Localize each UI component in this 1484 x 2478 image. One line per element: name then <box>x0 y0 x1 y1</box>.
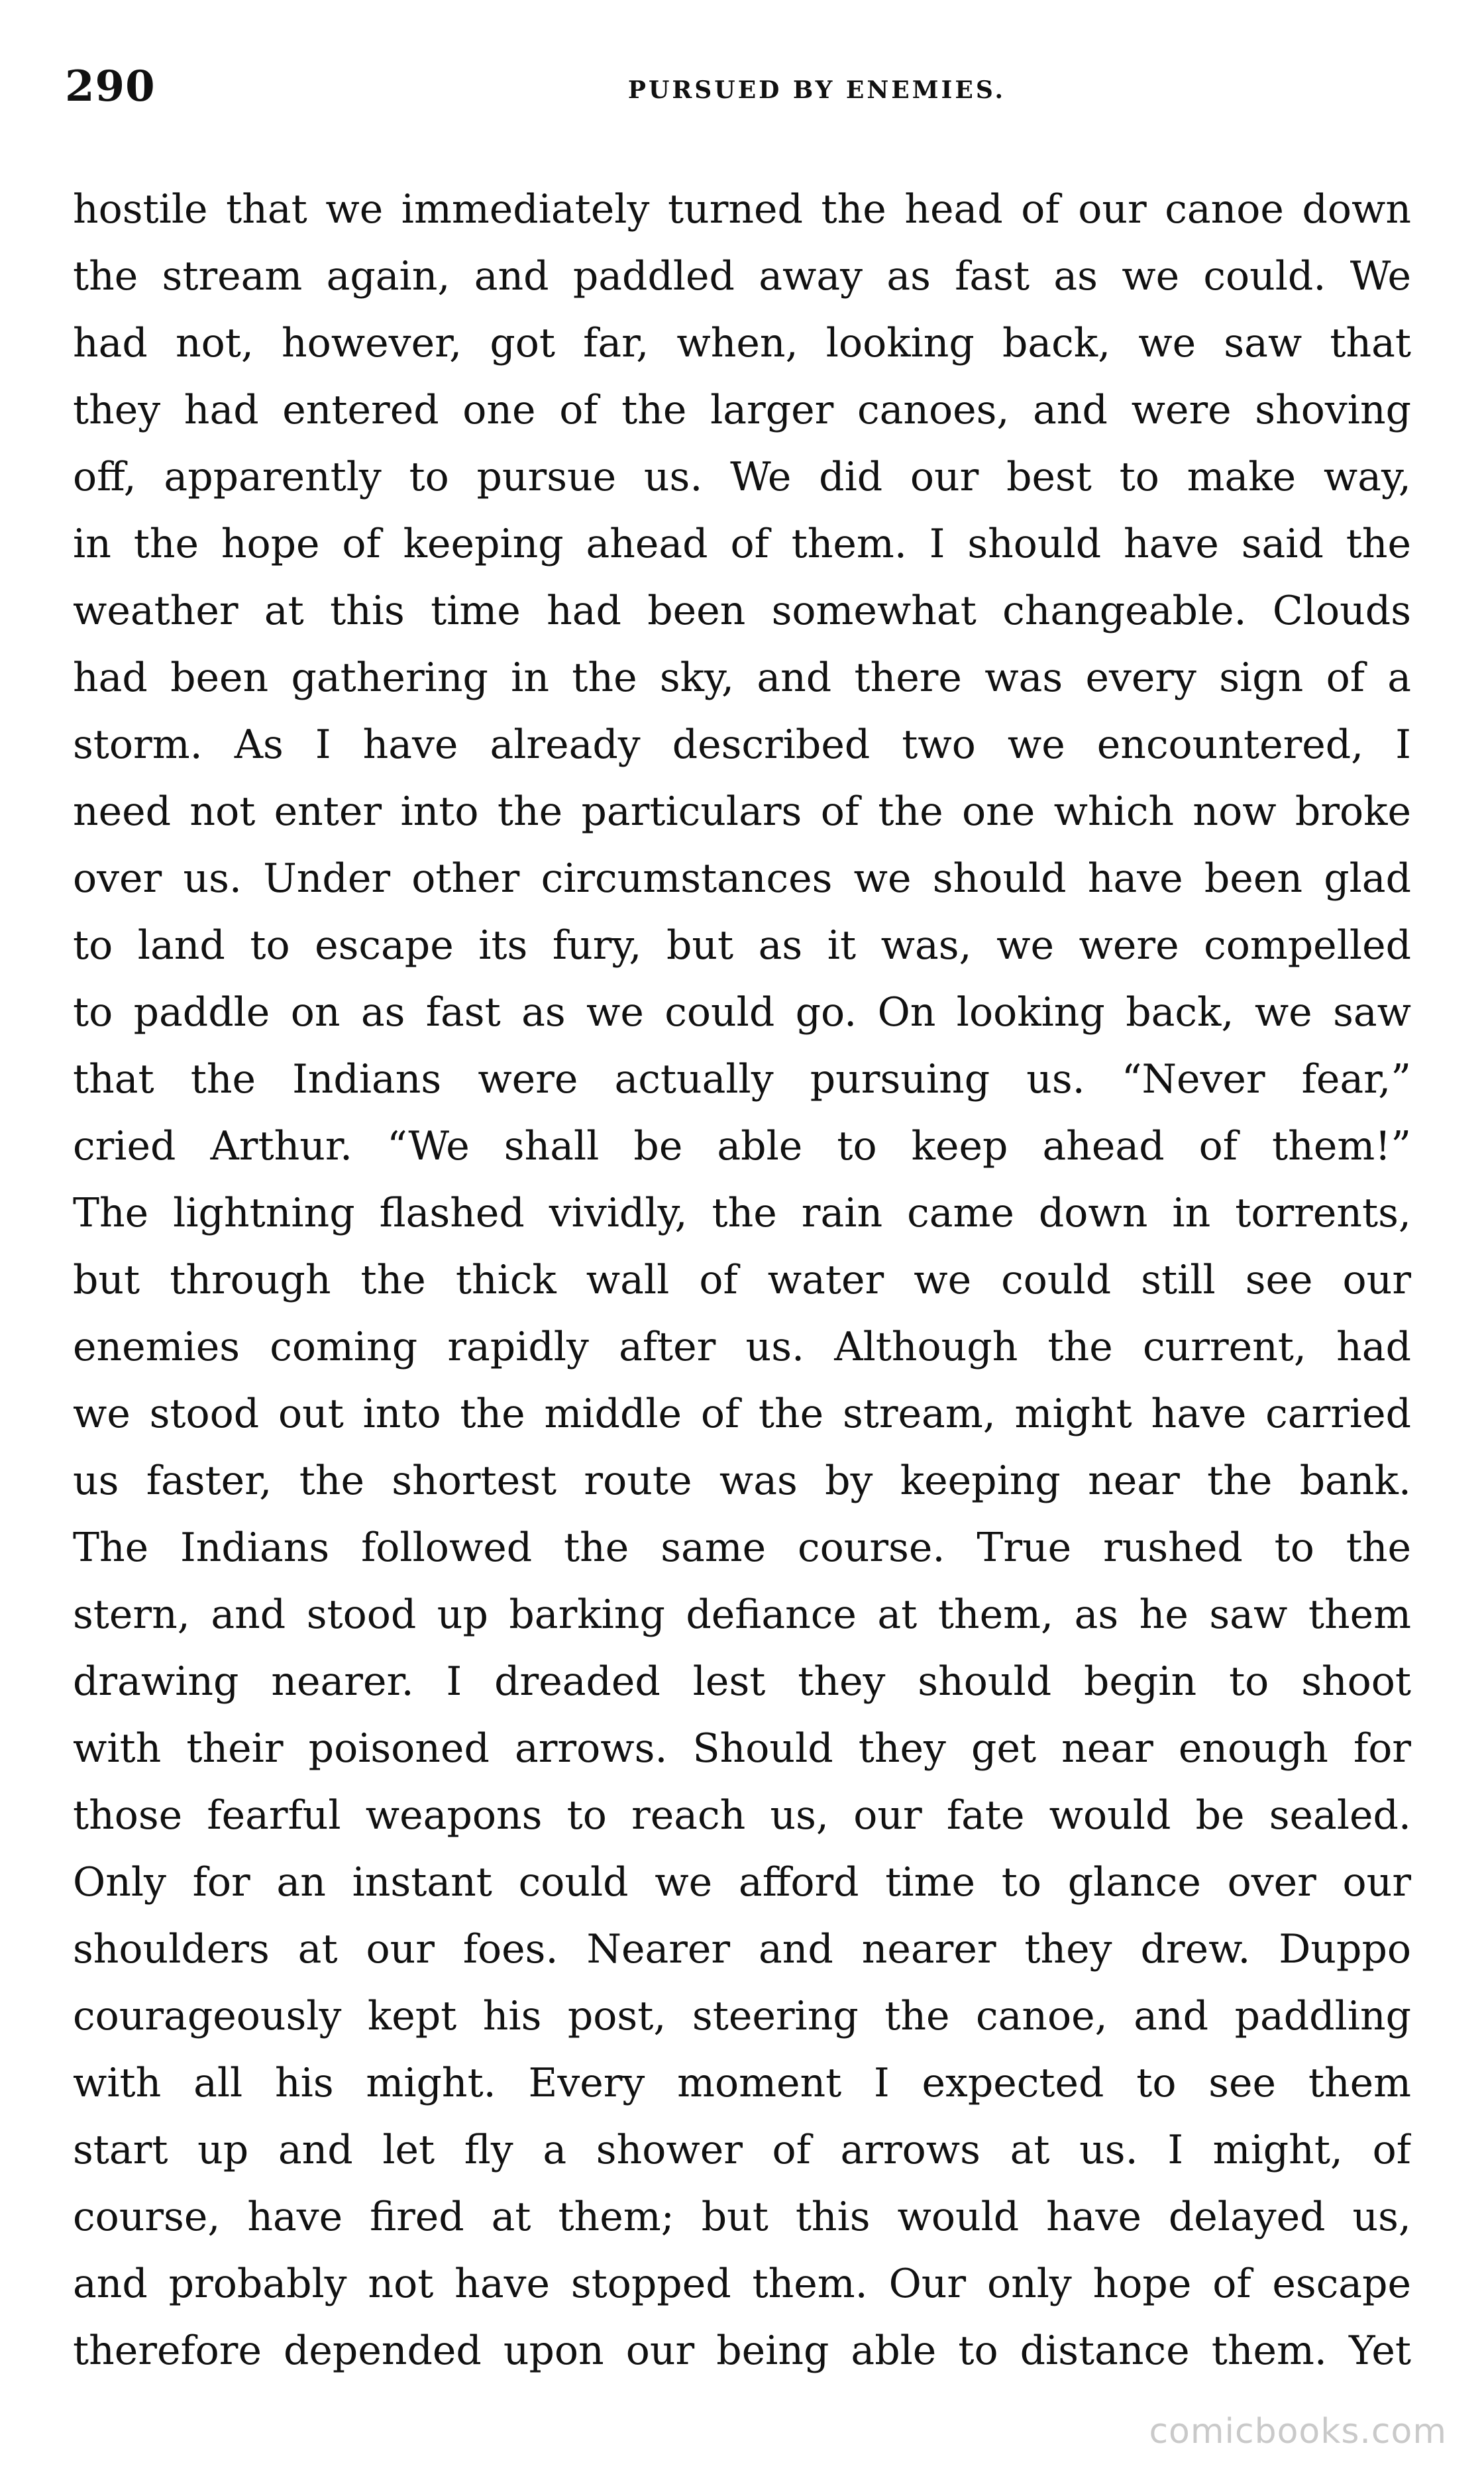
text-line: had not, however, got far, when, looking back, we saw that <box>73 320 1411 366</box>
text-line: The Indians followed the same course. True rushed to the <box>73 1525 1411 1571</box>
text-line: shoulders at our foes. Nearer and nearer they drew. Duppo <box>73 1926 1411 1972</box>
text-line: Only for an instant could we afford time to glance over our <box>73 1859 1411 1906</box>
text-line: need not enter into the particulars of the one which now broke <box>73 788 1411 835</box>
text-line: we stood out into the middle of the stream, might have carried <box>73 1391 1411 1437</box>
text-line: The lightning flashed vividly, the rain came down in torrents, <box>73 1190 1411 1236</box>
text-line: course, have fired at them; but this would have delayed us, <box>73 2194 1411 2240</box>
text-line: cried Arthur. “We shall be able to keep ahead of them!” <box>73 1123 1411 1169</box>
text-line: that the Indians were actually pursuing us. “Never fear,” <box>73 1056 1411 1103</box>
page-number: 290 <box>65 62 156 111</box>
text-line: enemies coming rapidly after us. Although the current, had <box>73 1324 1411 1370</box>
text-line: off, apparently to pursue us. We did our best to make way, <box>73 454 1411 500</box>
text-line: to paddle on as fast as we could go. On looking back, we saw <box>73 989 1411 1036</box>
text-line: the stream again, and paddled away as fast as we could. We <box>73 253 1411 299</box>
text-line: weather at this time had been somewhat changeable. Clouds <box>73 588 1411 634</box>
text-line: hostile that we immediately turned the head of our canoe down <box>73 186 1411 233</box>
text-line: with their poisoned arrows. Should they get near enough for <box>73 1725 1411 1772</box>
text-line: they had entered one of the larger canoes, and were shoving <box>73 387 1411 433</box>
text-line: us faster, the shortest route was by keeping near the bank. <box>73 1458 1411 1504</box>
body-text <box>73 176 1411 2385</box>
text-line: to land to escape its fury, but as it was, we were compelled <box>73 922 1411 969</box>
text-line: in the hope of keeping ahead of them. I should have said the <box>73 521 1411 567</box>
text-line: therefore depended upon our being able to distance them. Yet <box>73 2328 1411 2374</box>
page-header <box>65 64 1410 110</box>
running-head: PURSUED BY ENEMIES. <box>627 76 1006 104</box>
text-line: over us. Under other circumstances we should have been glad <box>73 855 1411 902</box>
text-line: drawing nearer. I dreaded lest they should begin to shoot <box>73 1658 1411 1705</box>
text-line: and probably not have stopped them. Our only hope of escape <box>73 2261 1411 2307</box>
watermark: comicbooks.com <box>1149 2412 1447 2451</box>
text-line: courageously kept his post, steering the canoe, and paddling <box>73 1993 1411 2039</box>
text-line: start up and let fly a shower of arrows at us. I might, of <box>73 2127 1411 2173</box>
text-line: stern, and stood up barking defiance at them, as he saw them <box>73 1591 1411 1638</box>
text-line: those fearful weapons to reach us, our fate would be sealed. <box>73 1792 1411 1839</box>
text-line: storm. As I have already described two we encountered, I <box>73 722 1411 768</box>
text-line: with all his might. Every moment I expected to see them <box>73 2060 1411 2106</box>
text-line: but through the thick wall of water we could still see our <box>73 1257 1411 1303</box>
text-line: had been gathering in the sky, and there was every sign of a <box>73 655 1411 701</box>
